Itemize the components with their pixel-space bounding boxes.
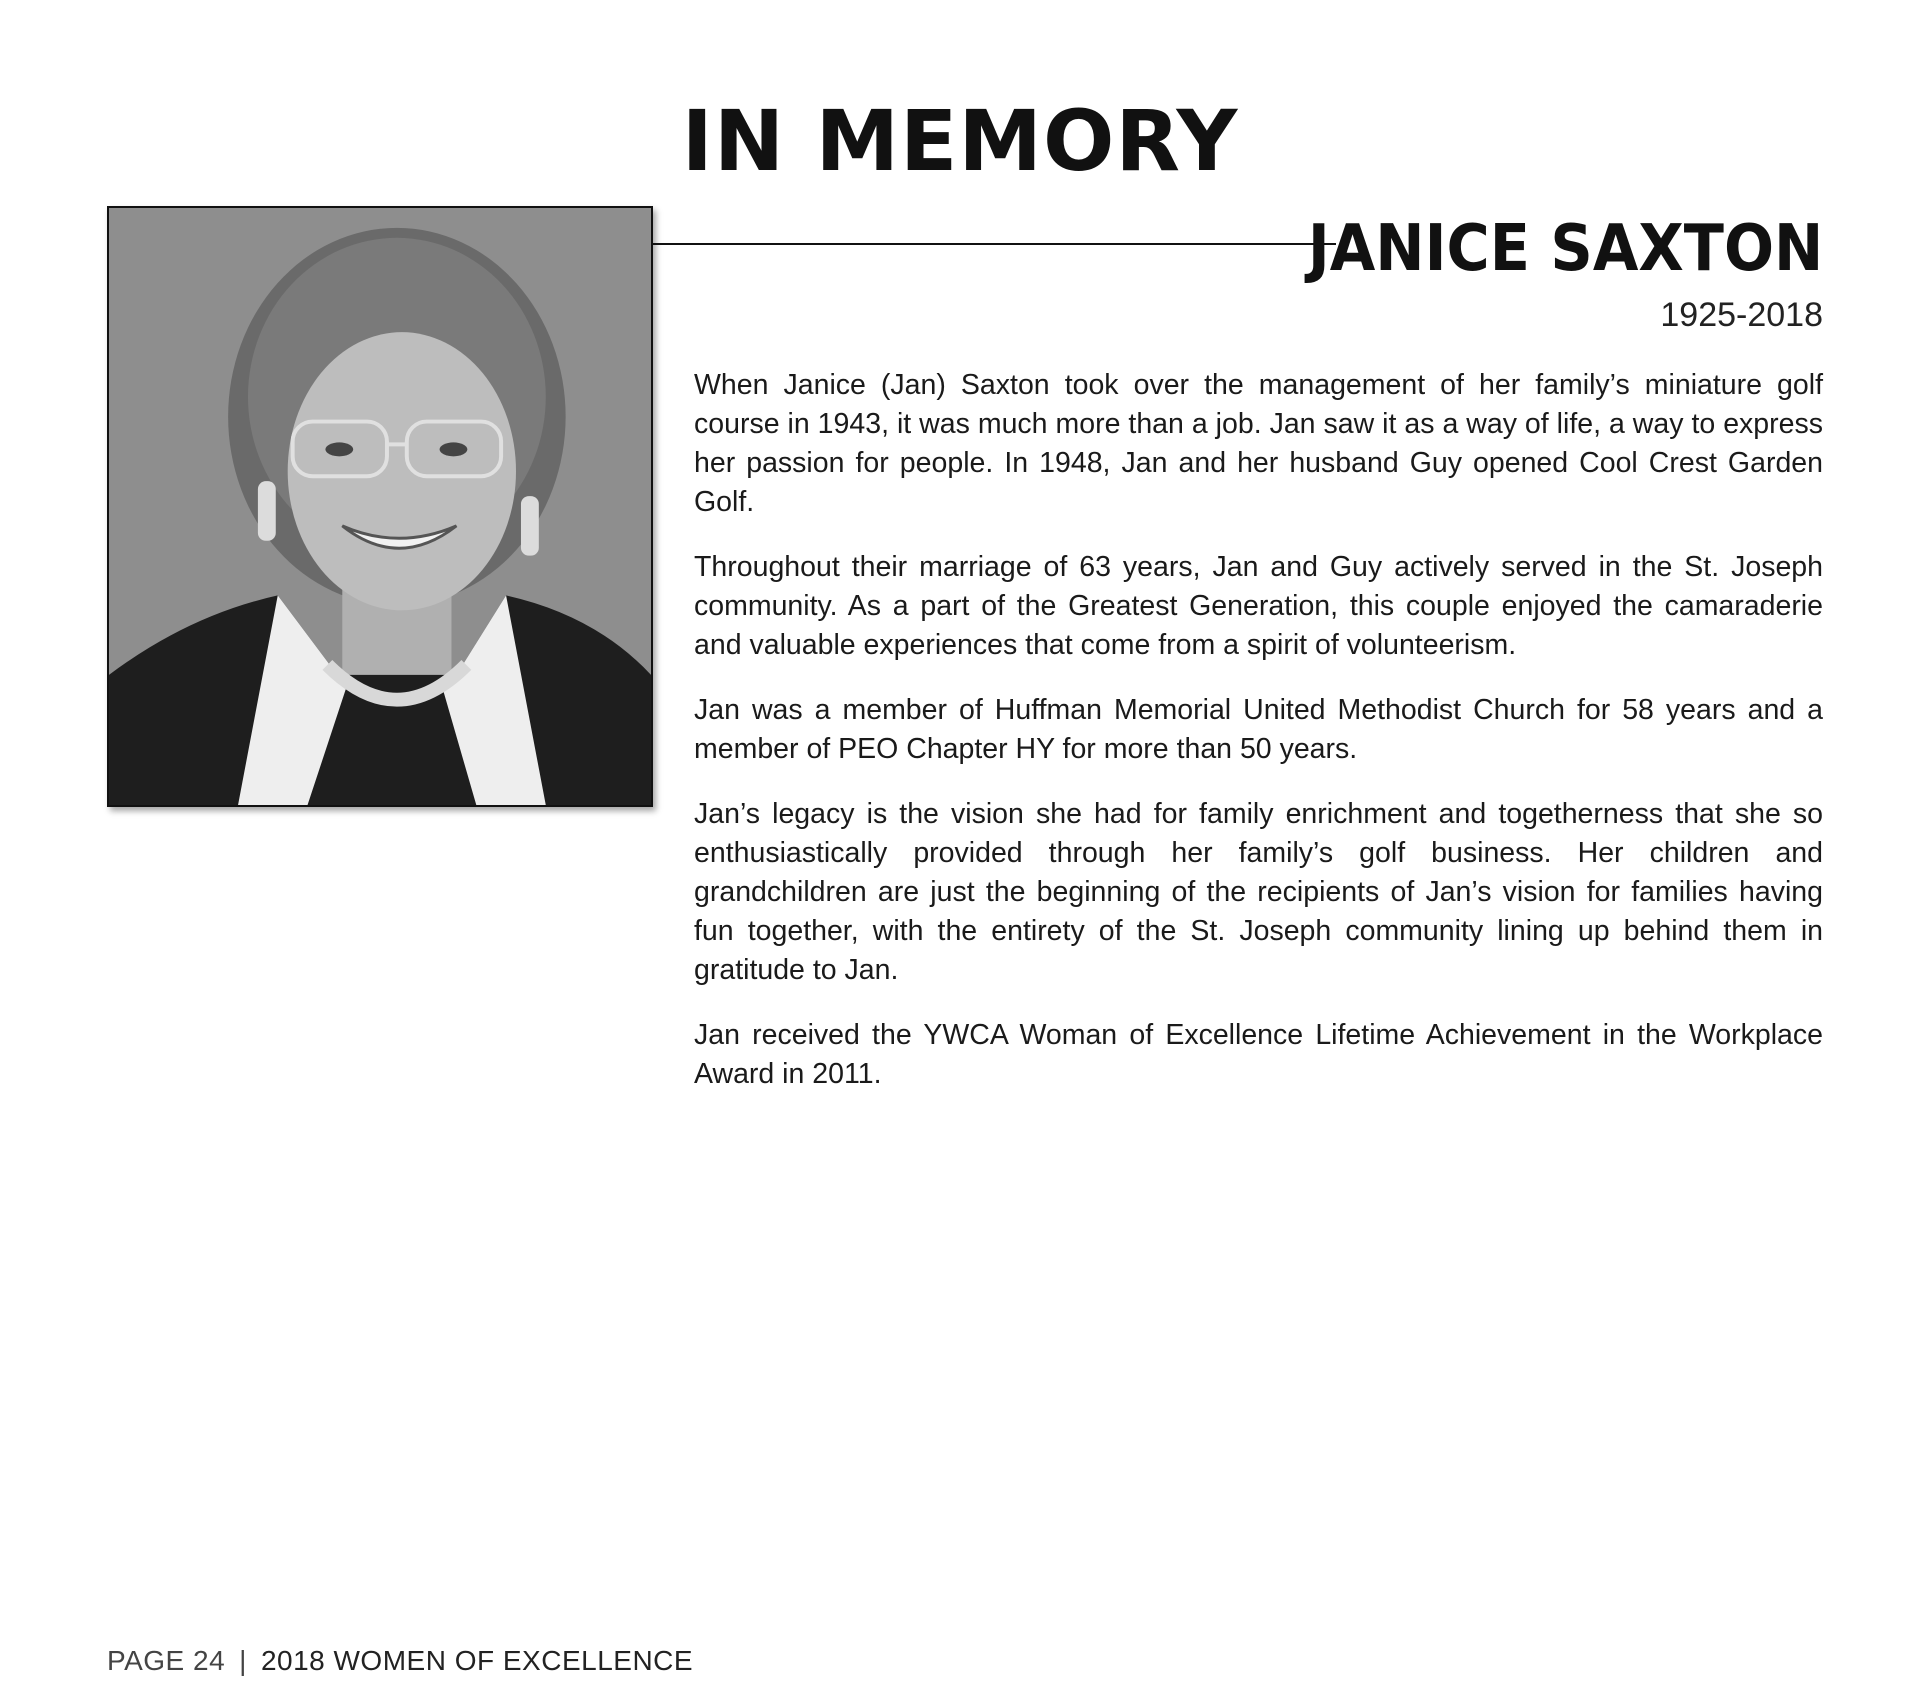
portrait-photo xyxy=(107,206,653,807)
bio-paragraph: When Janice (Jan) Saxton took over the management of her family’s miniature golf course in 1943, it was much more than a job. Jan saw it as a way of life, a way to express her passion for people. In 1948, Jan and her husband Guy opened Cool Crest Garden Golf. xyxy=(694,369,1823,518)
bio-paragraph: Jan received the YWCA Woman of Excellence Lifetime Achievement in the Workplace Award in 2011. xyxy=(694,1019,1823,1090)
person-name: JANICE SAXTON xyxy=(1307,212,1823,286)
portrait-photo-icon xyxy=(109,208,651,805)
biography xyxy=(694,366,1823,1120)
page-title: IN MEMORY xyxy=(681,92,1239,190)
footer-separator: | xyxy=(239,1645,247,1676)
divider-rule xyxy=(653,243,1336,245)
page-number: PAGE 24 xyxy=(107,1645,226,1676)
bio-paragraph: Jan was a member of Huffman Memorial United Methodist Church for 58 years and a member of PEO Chapter HY for more than 50 years. xyxy=(694,694,1823,765)
publication-title: 2018 WOMEN OF EXCELLENCE xyxy=(260,1645,694,1676)
bio-paragraph: Jan’s legacy is the vision she had for family enrichment and togetherness that she so enthusiastically provided through her family’s golf business. Her children and grandchildren are just the beginning of the recipients of Jan’s vision for families having fun together, with the entirety of the St. Joseph community lining up behind them in gratitude to Jan. xyxy=(694,798,1823,986)
bio-paragraph: Throughout their marriage of 63 years, Jan and Guy actively served in the St. Joseph community. As a part of the Greatest Generation, this couple enjoyed the camaraderie and valuable experiences that come from a spirit of volunteerism. xyxy=(694,551,1823,661)
page-footer xyxy=(107,1645,693,1677)
person-years: 1925-2018 xyxy=(1660,296,1823,334)
